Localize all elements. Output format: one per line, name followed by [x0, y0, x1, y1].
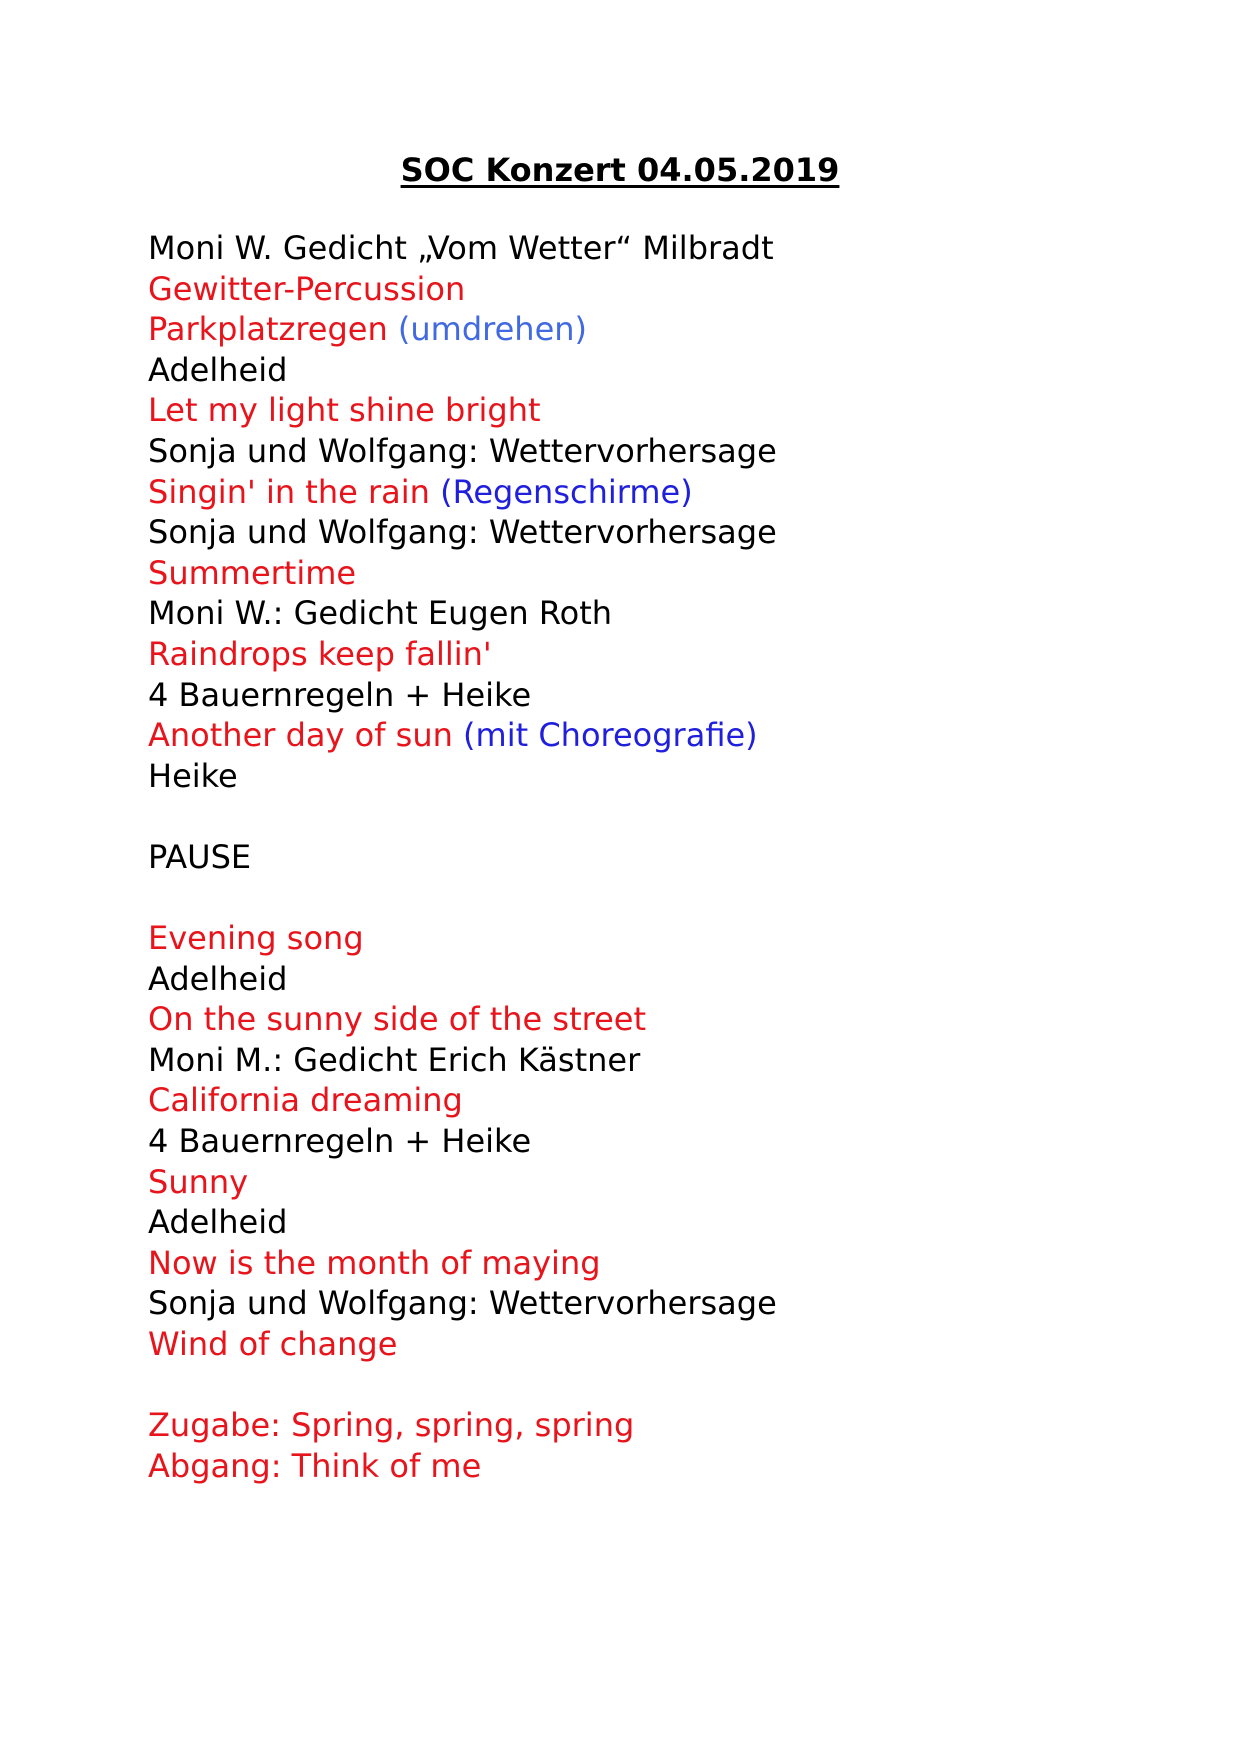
song-title: Another day of sun	[148, 716, 453, 755]
concert-program	[148, 228, 1148, 1486]
song-title: Summertime	[148, 553, 357, 592]
program-line: Heike	[148, 756, 238, 795]
program-line: Moni M.: Gedicht Erich Kästner	[148, 1040, 641, 1079]
song-title: California dreaming	[148, 1081, 463, 1120]
program-line: Moni W. Gedicht „Vom Wetter“ Milbradt	[148, 229, 774, 267]
program-line: Sonja und Wolfgang: Wettervorhersage	[148, 431, 777, 470]
program-line: Moni W.: Gedicht Eugen Roth	[148, 594, 613, 633]
spacer	[148, 878, 1148, 919]
program-line: 4 Bauernregeln + Heike	[148, 675, 532, 714]
spacer	[148, 1365, 1148, 1406]
exit-line: Abgang: Think of me	[148, 1446, 482, 1485]
pause-heading: PAUSE	[148, 837, 252, 876]
encore-line: Zugabe: Spring, spring, spring	[148, 1406, 635, 1445]
program-line: Sonja und Wolfgang: Wettervorhersage	[148, 1284, 777, 1323]
performance-note: (umdrehen)	[397, 310, 588, 349]
program-line: Sonja und Wolfgang: Wettervorhersage	[148, 513, 777, 552]
song-title: Now is the month of maying	[148, 1243, 601, 1282]
song-title: Singin' in the rain	[148, 472, 430, 511]
performance-note: (Regenschirme)	[440, 472, 693, 511]
spacer	[148, 796, 1148, 837]
song-title: Raindrops keep fallin'	[148, 634, 492, 673]
song-title: Sunny	[148, 1162, 249, 1201]
song-title: On the sunny side of the street	[148, 1000, 646, 1039]
program-line	[148, 715, 1148, 756]
program-line	[148, 472, 1148, 513]
page-title: SOC Konzert 04.05.2019	[400, 151, 840, 189]
program-line: Adelheid	[148, 1203, 288, 1242]
program-line: Adelheid	[148, 959, 288, 998]
performance-note: (mit Choreografie)	[463, 716, 758, 755]
program-line: 4 Bauernregeln + Heike	[148, 1122, 532, 1161]
program-line: Adelheid	[148, 350, 288, 389]
song-title: Wind of change	[148, 1325, 398, 1364]
song-title: Let my light shine bright	[148, 391, 541, 430]
song-title: Gewitter-Percussion	[148, 269, 466, 308]
song-title: Evening song	[148, 919, 364, 958]
song-title: Parkplatzregen	[148, 310, 388, 349]
program-line	[148, 309, 1148, 350]
